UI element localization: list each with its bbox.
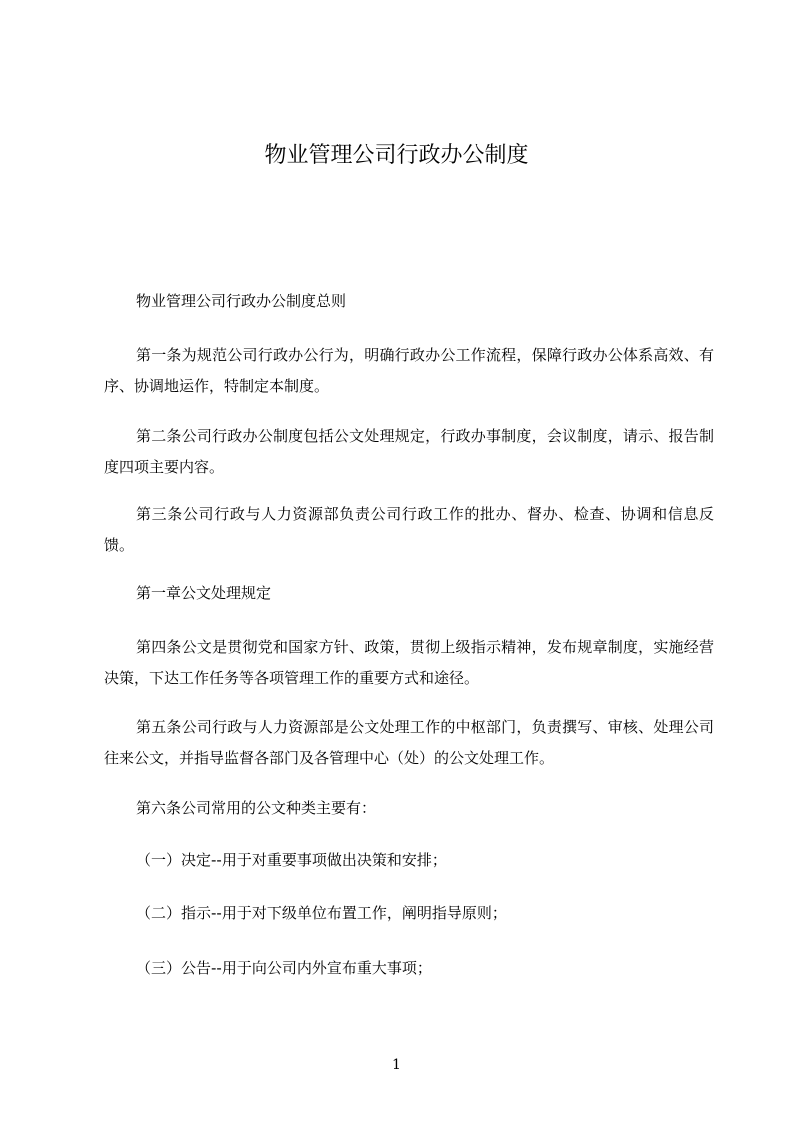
page-number: 1 <box>392 1057 401 1073</box>
chapter-1-heading: 第一章公文处理规定 <box>136 584 272 602</box>
list-item-announcement: （三）公告--用于向公司内外宣布重大事项； <box>136 959 432 977</box>
document-title: 物业管理公司行政办公制度 <box>264 143 529 168</box>
article-4: 第四条公文是贯彻党和国家方针、政策，贯彻上级指示精神，发布规章制度，实施经营决策，下达工作任务等各项管理工作的重要方式和途径。 <box>104 638 714 687</box>
article-5: 第五条公司行政与人力资源部是公文处理工作的中枢部门，负责撰写、审核、处理公司往来公文，并指导监督各部门及各管理中心（处）的公文处理工作。 <box>104 718 714 767</box>
article-2: 第二条公司行政办公制度包括公文处理规定，行政办事制度，会议制度，请示、报告制度四项主要内容。 <box>104 427 714 476</box>
list-item-directive: （二）指示--用于对下级单位布置工作，阐明指导原则； <box>136 904 507 922</box>
section-heading-general: 物业管理公司行政办公制度总则 <box>136 292 347 310</box>
article-1: 第一条为规范公司行政办公行为，明确行政办公工作流程，保障行政办公体系高效、有序、协调地运作，特制定本制度。 <box>104 346 714 395</box>
article-3: 第三条公司行政与人力资源部负责公司行政工作的批办、督办、检查、协调和信息反馈。 <box>104 505 714 554</box>
article-6: 第六条公司常用的公文种类主要有： <box>136 799 377 817</box>
list-item-decision: （一）决定--用于对重要事项做出决策和安排； <box>136 851 447 869</box>
